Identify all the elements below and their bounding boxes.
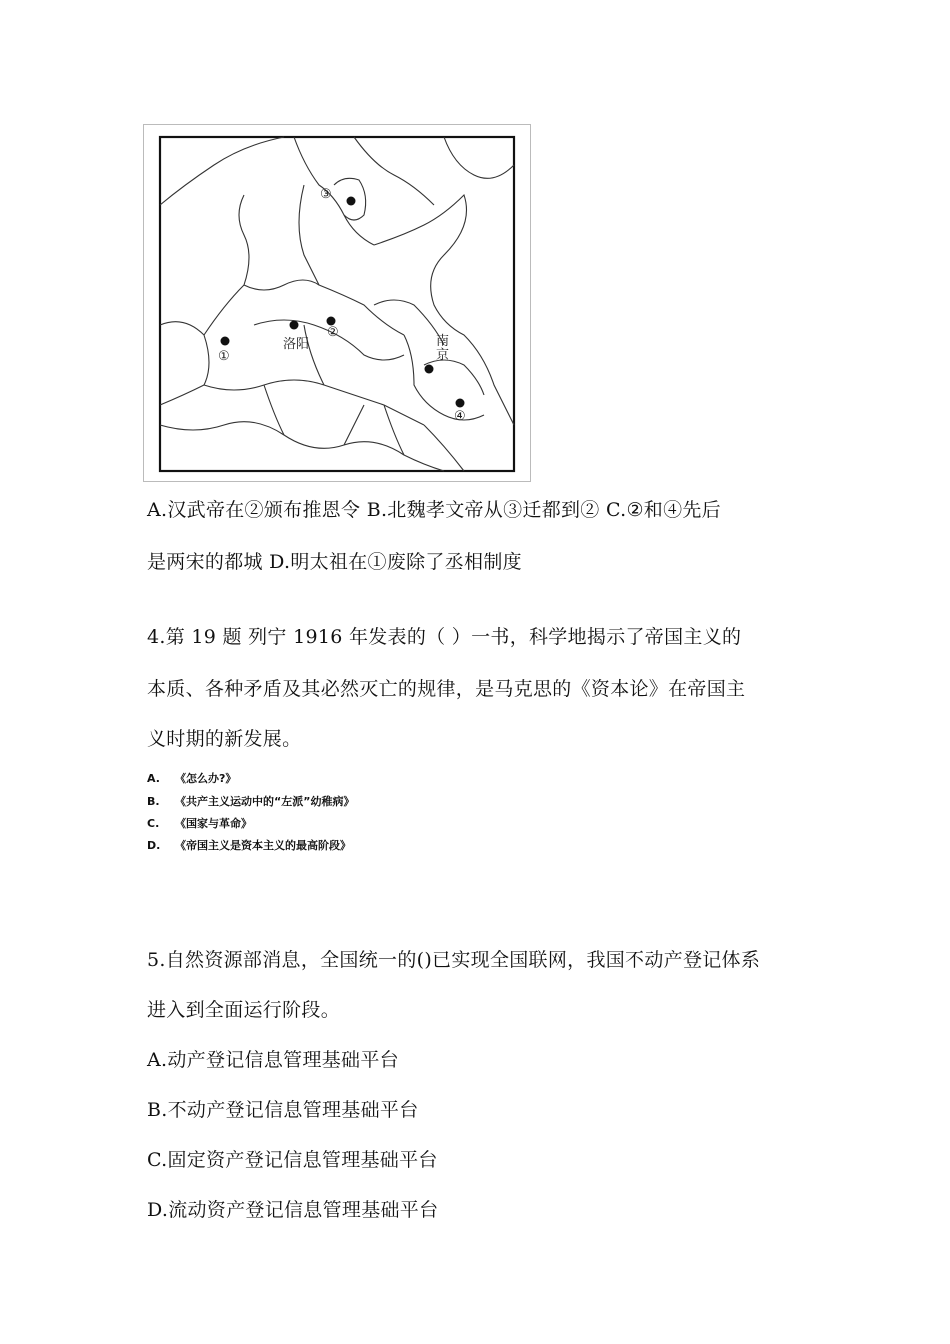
- map-marker-4: ④: [454, 409, 466, 424]
- q5-stem-line-2: 进入到全面运行阶段。: [147, 999, 341, 1021]
- map-label-luoyang: 洛阳: [283, 337, 310, 352]
- map-label-nanjing: 南京: [436, 334, 450, 363]
- q4-stem-line-3: 义时期的新发展。: [147, 728, 302, 750]
- q3-options-line-2: 是两宋的都城 D.明太祖在①废除了丞相制度: [147, 551, 522, 573]
- historical-map: [143, 124, 531, 482]
- map-drawing: [144, 125, 530, 481]
- q5-stem-line-1: 5.自然资源部消息，全国统一的()已实现全国联网，我国不动产登记体系: [147, 949, 761, 971]
- map-marker-3: ③: [320, 187, 332, 202]
- q4-option-c: C. 《国家与革命》: [147, 817, 252, 830]
- map-marker-2: ②: [327, 325, 339, 340]
- q4-stem-line-2: 本质、各种矛盾及其必然灭亡的规律，是马克思的《资本论》在帝国主: [147, 678, 746, 700]
- q5-option-b: B.不动产登记信息管理基础平台: [147, 1099, 419, 1121]
- q4-stem-line-1: 4.第 19 题 列宁 1916 年发表的（ ）一书，科学地揭示了帝国主义的: [147, 626, 742, 648]
- q4-option-d: D. 《帝国主义是资本主义的最高阶段》: [147, 839, 351, 852]
- q5-option-c: C.固定资产登记信息管理基础平台: [147, 1149, 438, 1171]
- q4-option-b: B. 《共产主义运动中的“左派”幼稚病》: [147, 795, 355, 808]
- q5-option-d: D.流动资产登记信息管理基础平台: [147, 1199, 439, 1221]
- q5-option-a: A.动产登记信息管理基础平台: [147, 1049, 399, 1071]
- q4-option-a: A. 《怎么办?》: [147, 772, 237, 785]
- q3-options-line-1: A.汉武帝在②颁布推恩令 B.北魏孝文帝从③迁都到② C.②和④先后: [147, 499, 721, 521]
- map-marker-1: ①: [218, 349, 230, 364]
